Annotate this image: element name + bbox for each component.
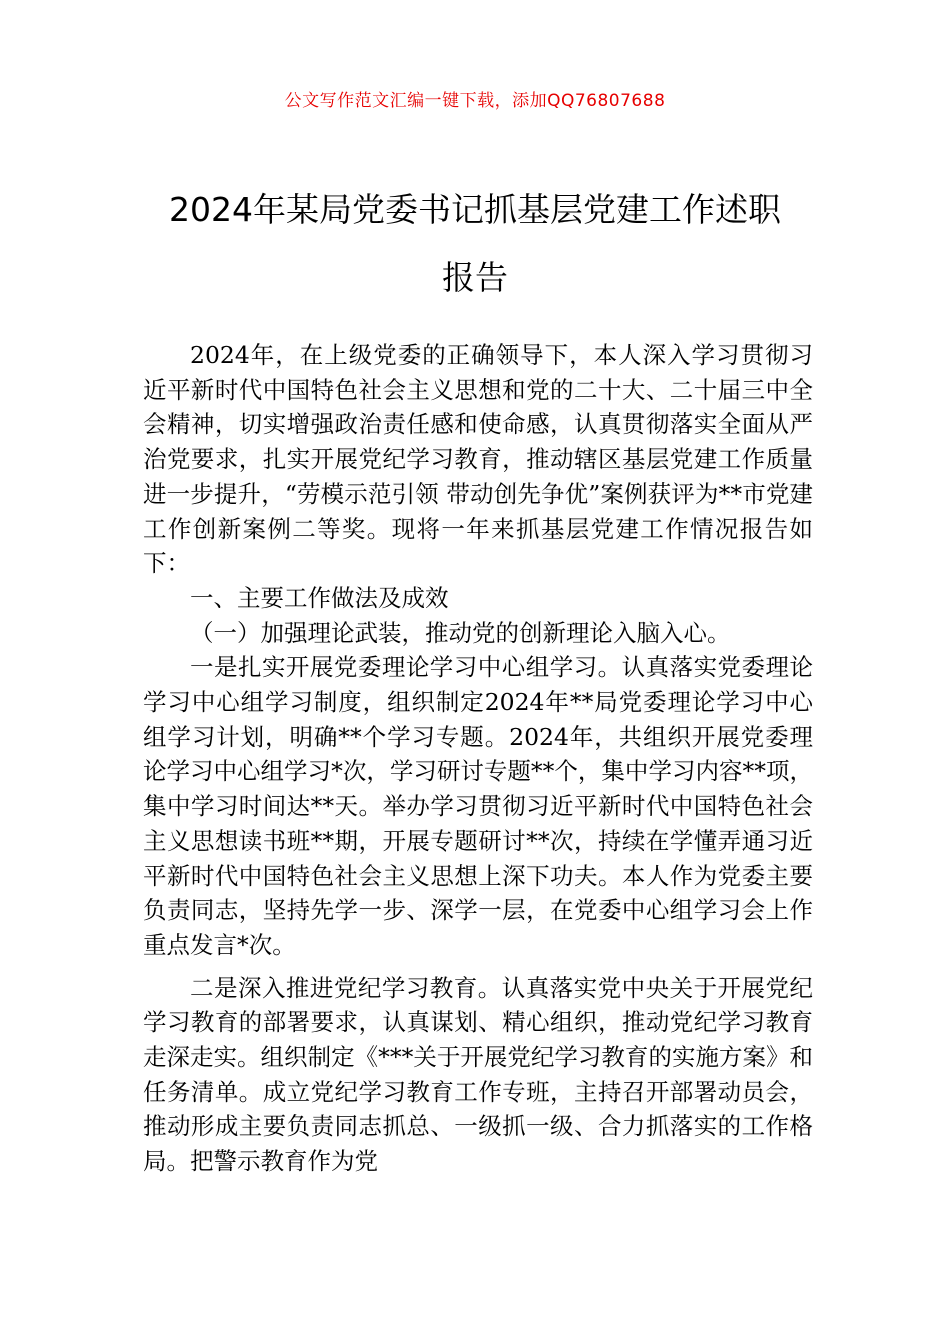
subsection-heading: （一）加强理论武装，推动党的创新理论入脑入心。 bbox=[190, 618, 731, 647]
title-line-2: 报告 bbox=[442, 258, 508, 297]
section-heading: 一、主要工作做法及成效 bbox=[190, 583, 449, 612]
intro-paragraph: 2024年，在上级党委的正确领导下，本人深入学习贯彻习近平新时代中国特色社会主义思想和党的二十大、二十届三中全会精神，切实增强政治责任感和使命感，认真贯彻落实全面从严治党要求，扎实开展党纪学习教育，推动辖区基层党建工作质量进一步提升，“劳模示范引领 带动创先争优”案例获评为**市党建工作创新案例二等奖。现将一年来抓基层党建工作情况报告如下： bbox=[143, 341, 813, 578]
document-body bbox=[143, 338, 813, 1179]
document-title bbox=[140, 176, 810, 312]
title-line-1: 2024年某局党委书记抓基层党建工作述职 bbox=[169, 190, 781, 229]
download-banner: 公文写作范文汇编一键下载，添加QQ76807688 bbox=[284, 91, 666, 111]
body-paragraph-2: 二是深入推进党纪学习教育。认真落实党中央关于开展党纪学习教育的部署要求，认真谋划、精心组织，推动党纪学习教育走深走实。组织制定《***关于开展党纪学习教育的实施方案》和任务清单。成立党纪学习教育工作专班，主持召开部署动员会，推动形成主要负责同志抓总、一级抓一级、合力抓落实的工作格局。把警示教育作为党 bbox=[143, 973, 813, 1176]
body-paragraph-1: 一是扎实开展党委理论学习中心组学习。认真落实党委理论学习中心组学习制度，组织制定2024年**局党委理论学习中心组学习计划，明确**个学习专题。2024年，共组织开展党委理论学习中心组学习*次，学习研讨专题**个，集中学习内容**项，集中学习时间达**天。举办学习贯彻习近平新时代中国特色社会主义思想读书班**期，开展专题研讨**次，持续在学懂弄通习近平新时代中国特色社会主义思想上深下功夫。本人作为党委主要负责同志，坚持先学一步、深学一层，在党委中心组学习会上作重点发言*次。 bbox=[143, 653, 813, 959]
